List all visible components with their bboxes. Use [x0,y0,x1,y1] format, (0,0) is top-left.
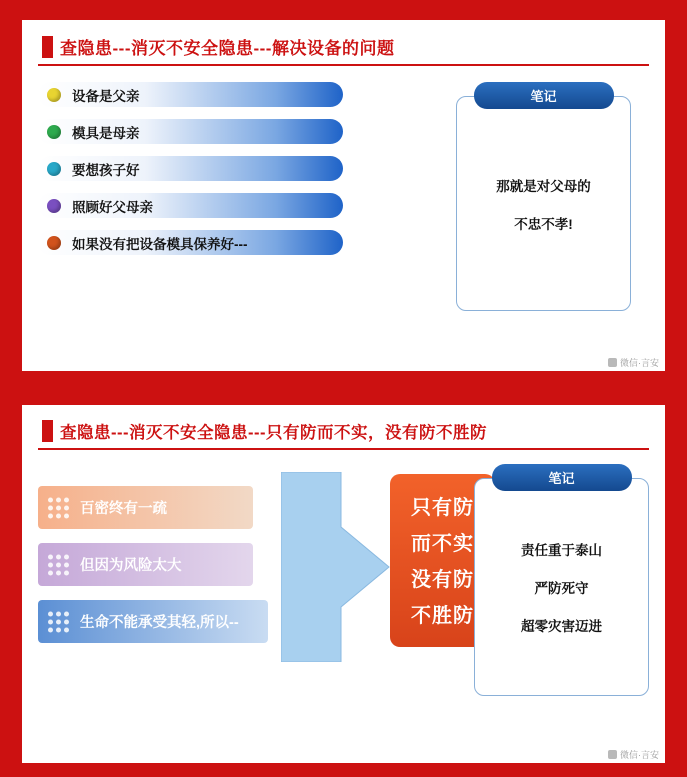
page-title: 查隐患---消灭不安全隐患---只有防而不实，没有防不胜防 [60,424,487,442]
slide-2-title-row [38,419,649,443]
list-item-label: 但因为风险太大 [80,558,182,574]
bullet-dot-icon [47,199,61,213]
title-accent-bar [42,420,53,442]
dot-grid-icon [48,611,69,632]
bullet-list [38,82,438,311]
highlight-line: 没有防 [411,569,474,591]
bullet-dot-icon [47,125,61,139]
title-divider [38,64,649,66]
list-item [38,230,343,255]
slide-2 [0,385,687,777]
highlight-line: 不胜防 [411,605,474,627]
slide-1 [0,0,687,385]
bullet-dot-icon [47,88,61,102]
watermark [608,356,659,369]
list-item-label: 模具是母亲 [72,125,140,141]
note-body [474,478,649,696]
slide-1-body [38,82,649,311]
list-item [38,193,343,218]
note-panel [474,464,649,696]
highlight-line: 而不实 [411,533,474,555]
note-line: 责任重于泰山 [521,543,602,558]
slide-1-title-row [38,34,649,59]
dot-grid-icon [48,554,69,575]
title-divider [38,448,649,450]
slide-2-card [22,405,665,763]
list-item-label: 百密终有一疏 [80,501,167,517]
bullet-dot-icon [47,162,61,176]
note-line: 严防死守 [534,581,589,596]
note-line: 超零灾害迈进 [521,619,602,634]
list-item-label: 照顾好父母亲 [72,199,153,215]
list-item [38,486,253,529]
list-item-label: 如果没有把设备模具保养好--- [72,236,248,252]
watermark-text: 微信·言安 [620,750,659,760]
page-title: 查隐患---消灭不安全隐患---解决设备的问题 [60,39,395,58]
list-item [38,543,253,586]
note-header: 笔记 [492,464,632,491]
note-body [456,96,631,311]
bullet-dot-icon [47,236,61,250]
list-item-label: 设备是父亲 [72,88,140,104]
list-item [38,119,343,144]
list-item [38,600,268,643]
reason-list [38,468,293,693]
watermark [608,748,659,761]
wechat-icon [608,750,617,759]
note-panel [456,82,631,311]
note-line: 不忠不孝! [514,216,573,232]
note-header: 笔记 [474,82,614,109]
dot-grid-icon [48,497,69,518]
wechat-icon [608,358,617,367]
slide-1-card [22,20,665,371]
arrow-right-icon [281,472,391,662]
highlight-line: 只有防 [411,497,474,519]
title-accent-bar [42,36,53,58]
watermark-text: 微信·言安 [620,358,659,368]
list-item [38,156,343,181]
list-item-label: 生命不能承受其轻,所以-- [80,615,239,631]
list-item [38,82,343,107]
list-item-label: 要想孩子好 [72,162,140,178]
note-line: 那就是对父母的 [496,178,591,194]
slide-2-body [38,468,649,693]
